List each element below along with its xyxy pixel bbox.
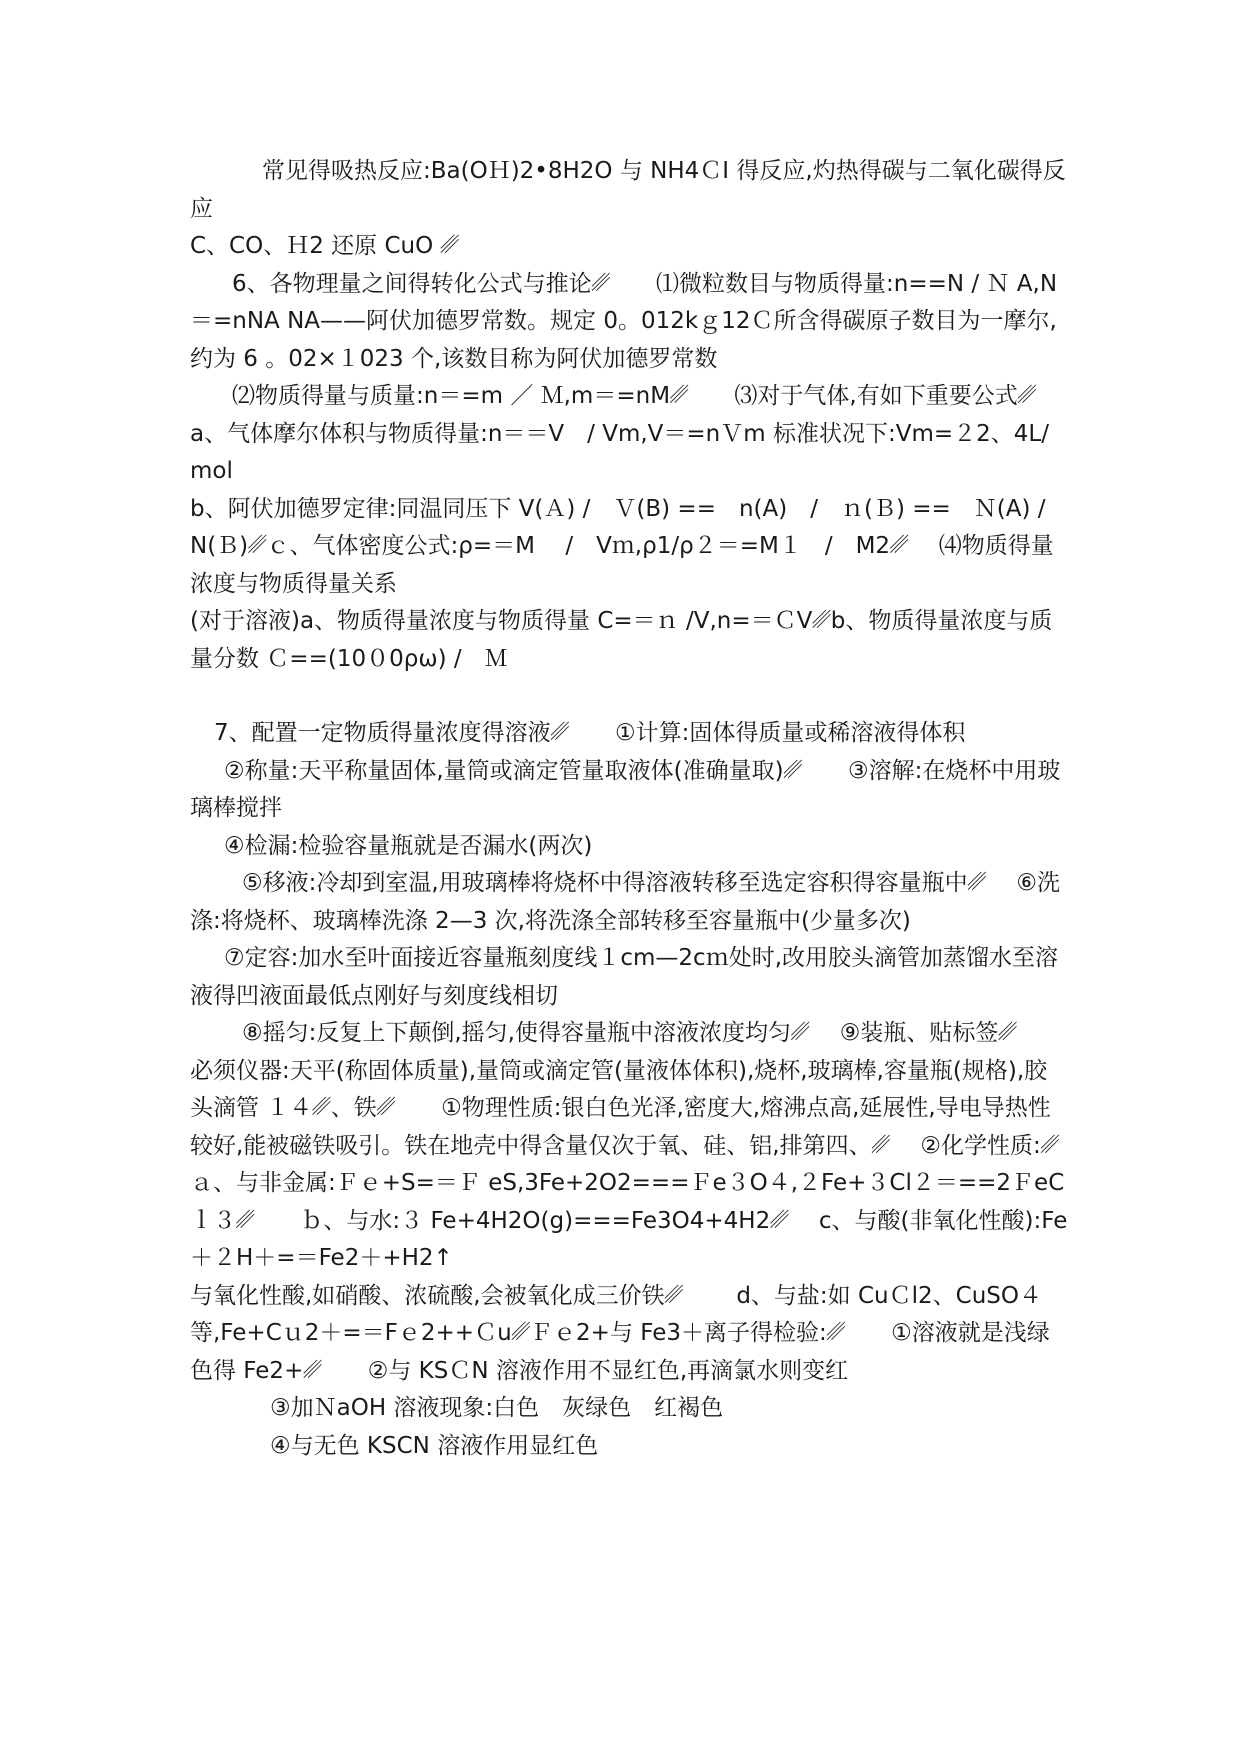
- paragraph-fixed-volume: ⑦定容:加水至叶面接近容量瓶刻度线１cm—2cｍ处时,改用胶头滴管加蒸馏水至溶液得凹液面最低点刚好与刻度线相切: [190, 945, 1059, 1009]
- paragraph-weighing: ②称量:天平称量固体,量筒或滴定管量取液体(准确量取)␥ ③溶解:在烧杯中用玻璃棒搅拌: [190, 757, 1061, 821]
- paragraph-concentration: (对于溶液)a、物质得量浓度与物质得量 C=＝ｎ /V,n=＝ＣV␥b、物质得量浓度与质量分数 Ｃ==(10０0ρω) / Ｍ: [190, 608, 1053, 672]
- paragraph-oxidizing-acids: 与氧化性酸,如硝酸、浓硫酸,会被氧化成三价铁␥ d、与盐:如 CuＣl2、CuSO４等,Fe+Cｕ2＋=＝Fｅ2++Ｃu␥Ｆｅ2+与 Fe3＋离子得检验:␥ ①溶液就是浅绿色得 Fe2+␥ ②与 KSＣN 溶液作用不显红色,再滴氯水则变红: [190, 1282, 1050, 1384]
- paragraph-section-6: 6、各物理量之间得转化公式与推论␥ ⑴微粒数目与物质得量:n==N / Ｎ A,N＝=nNA NA——阿伏加德罗常数。规定 0。012kｇ12Ｃ所含得碳原子数目为一摩尔,约为 6 。02×１023 个,该数目称为阿伏加德罗常数: [190, 270, 1058, 372]
- paragraph-iron: ⑧摇匀:反复上下颠倒,摇匀,使得容量瓶中溶液浓度均匀␥ ⑨装瓶、贴标签␥ 必须仪器:天平(称固体质量),量筒或滴定管(量液体体积),烧杯,玻璃棒,容量瓶(规格),胶头滴管 １４␥、铁␥ ①物理性质:银白色光泽,密度大,熔沸点高,延展性,导电导热性较好,能被磁铁吸引。铁在地壳中得含量仅次于氧、硅、铝,排第四、␥ ②化学性质:␥ ａ、与非金属:Ｆｅ+S=＝Ｆ eS,3Fe+2O2===Ｆe３O４,２Fe+３Cl２＝==2ＦeCｌ３␥ ｂ、与水:３ Fe+4H2O(g)===Fe3O4+4H2␥ c、与酸(非氧化性酸):Fe＋２H＋=＝Fe2＋+H2↑: [190, 1020, 1113, 1271]
- paragraph-endothermic-reactions: 常见得吸热反应:Ba(OＨ)2•8H2O 与 NH4ＣI 得反应,灼热得碳与二氧化碳得反应: [190, 158, 1066, 222]
- document-body: [190, 153, 1113, 1465]
- blank-line: [190, 678, 1070, 715]
- paragraph-reduction-cuo: C、CO、Ｈ2 还原 CuO ␥: [190, 233, 459, 259]
- paragraph-kscn-test: ④与无色 KSCN 溶液作用显红色: [270, 1432, 599, 1459]
- paragraph-avogadro-law: b、阿伏加德罗定律:同温同压下 V(Ａ) / Ｖ(B) == n(A) / ｎ(Ｂ) == Ｎ(A) / N(Ｂ)␥ｃ、气体密度公式:ρ=＝M / Vｍ,ρ1/ρ２＝=M１ / M2␥ ⑷物质得量浓度与物质得量关系: [190, 495, 1054, 597]
- paragraph-transfer: ⑤移液:冷却到室温,用玻璃棒将烧杯中得溶液转移至选定容积得容量瓶中␥ ⑥洗涤:将烧杯、玻璃棒洗涤 2—3 次,将洗涤全部转移至容量瓶中(少量多次): [190, 870, 1061, 934]
- paragraph-section-7: 7、配置一定物质得量浓度得溶液␥ ①计算:固体得质量或稀溶液得体积: [214, 720, 966, 746]
- paragraph-leak-check: ④检漏:检验容量瓶就是否漏水(两次): [224, 832, 593, 859]
- paragraph-mass-and-gas: ⑵物质得量与质量:n＝=m ／ Ｍ,m＝=nM␥ ⑶对于气体,有如下重要公式␥a、气体摩尔体积与物质得量:n＝＝V / Vm,V＝=nＶm 标准状况下:Vm=２2、4L/mol: [190, 383, 1049, 484]
- paragraph-naoh-test: ③加ＮaOH 溶液现象:白色 灰绿色 红褐色: [270, 1395, 724, 1421]
